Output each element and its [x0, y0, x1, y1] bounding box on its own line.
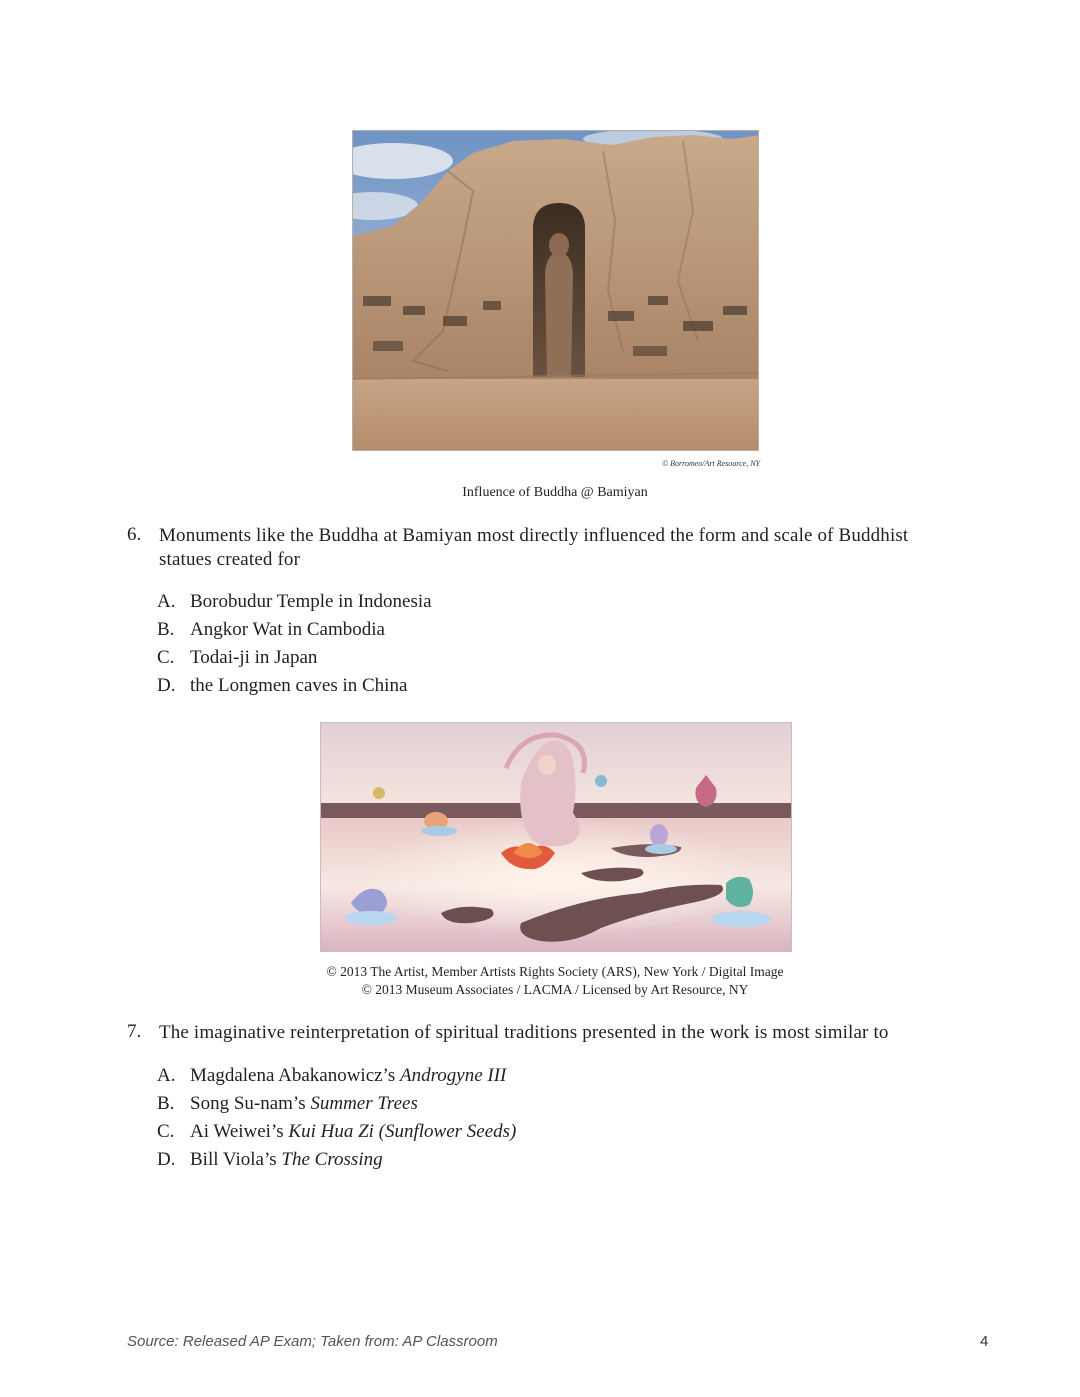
- answer-choice-d[interactable]: [157, 672, 432, 700]
- choice-text: Angkor Wat in Cambodia: [190, 619, 385, 640]
- choice-text: the Longmen caves in China: [190, 675, 408, 696]
- question-text: The imaginative reinterpretation of spiritual traditions presented in the work is most similar to: [159, 1022, 889, 1043]
- photo-credit: © Borromeo/Art Resource, NY: [662, 459, 760, 468]
- answer-choice-b[interactable]: [157, 616, 432, 644]
- choice-text: Bill Viola’s: [190, 1149, 282, 1170]
- answer-choices: [157, 588, 432, 700]
- artwork-title: Summer Trees: [310, 1093, 418, 1114]
- page-number: 4: [980, 1333, 989, 1350]
- choice-letter: B.: [157, 619, 175, 640]
- answer-choice-d[interactable]: [157, 1146, 516, 1174]
- answer-choice-c[interactable]: [157, 644, 432, 672]
- question-number: 7.: [127, 1021, 142, 1042]
- bamiyan-buddha-photo: [352, 130, 759, 451]
- choice-text: Ai Weiwei’s: [190, 1121, 289, 1142]
- footer-source: Source: Released AP Exam; Taken from: AP Classroom: [127, 1333, 498, 1350]
- answer-choice-a[interactable]: [157, 1062, 516, 1090]
- artwork-title: Kui Hua Zi (Sunflower Seeds): [288, 1121, 517, 1142]
- choice-text: Todai-ji in Japan: [190, 647, 318, 668]
- choice-letter: D.: [157, 675, 176, 696]
- choice-letter: A.: [157, 1065, 176, 1086]
- choice-letter: C.: [157, 647, 175, 668]
- choice-letter: D.: [157, 1149, 176, 1170]
- question-text: [159, 524, 959, 572]
- question-text-line: statues created for: [159, 549, 301, 570]
- choice-text: Borobudur Temple in Indonesia: [190, 591, 432, 612]
- answer-choices: [157, 1062, 516, 1174]
- bamiyan-buddha-illustration: [353, 131, 759, 451]
- question-text-line: Monuments like the Buddha at Bamiyan most directly influenced the form and scale of Buddhist: [159, 525, 909, 546]
- answer-choice-c[interactable]: [157, 1118, 516, 1146]
- artwork-title: The Crossing: [281, 1149, 383, 1170]
- artwork-title: Androgyne III: [399, 1065, 507, 1086]
- artwork-credit: [300, 963, 810, 999]
- choice-text: Song Su-nam’s: [190, 1093, 311, 1114]
- choice-text: Magdalena Abakanowicz’s: [190, 1065, 400, 1086]
- answer-choice-a[interactable]: [157, 588, 432, 616]
- credit-line: © 2013 Museum Associates / LACMA / Licensed by Art Resource, NY: [361, 982, 749, 997]
- artwork-illustration: [321, 723, 792, 952]
- choice-letter: A.: [157, 591, 176, 612]
- artwork-image: [320, 722, 792, 952]
- choice-letter: B.: [157, 1093, 175, 1114]
- credit-line: © 2013 The Artist, Member Artists Rights Society (ARS), New York / Digital Image: [326, 964, 784, 979]
- choice-letter: C.: [157, 1121, 175, 1142]
- question-number: 6.: [127, 524, 142, 545]
- answer-choice-b[interactable]: [157, 1090, 516, 1118]
- figure-caption: Influence of Buddha @ Bamiyan: [462, 485, 648, 500]
